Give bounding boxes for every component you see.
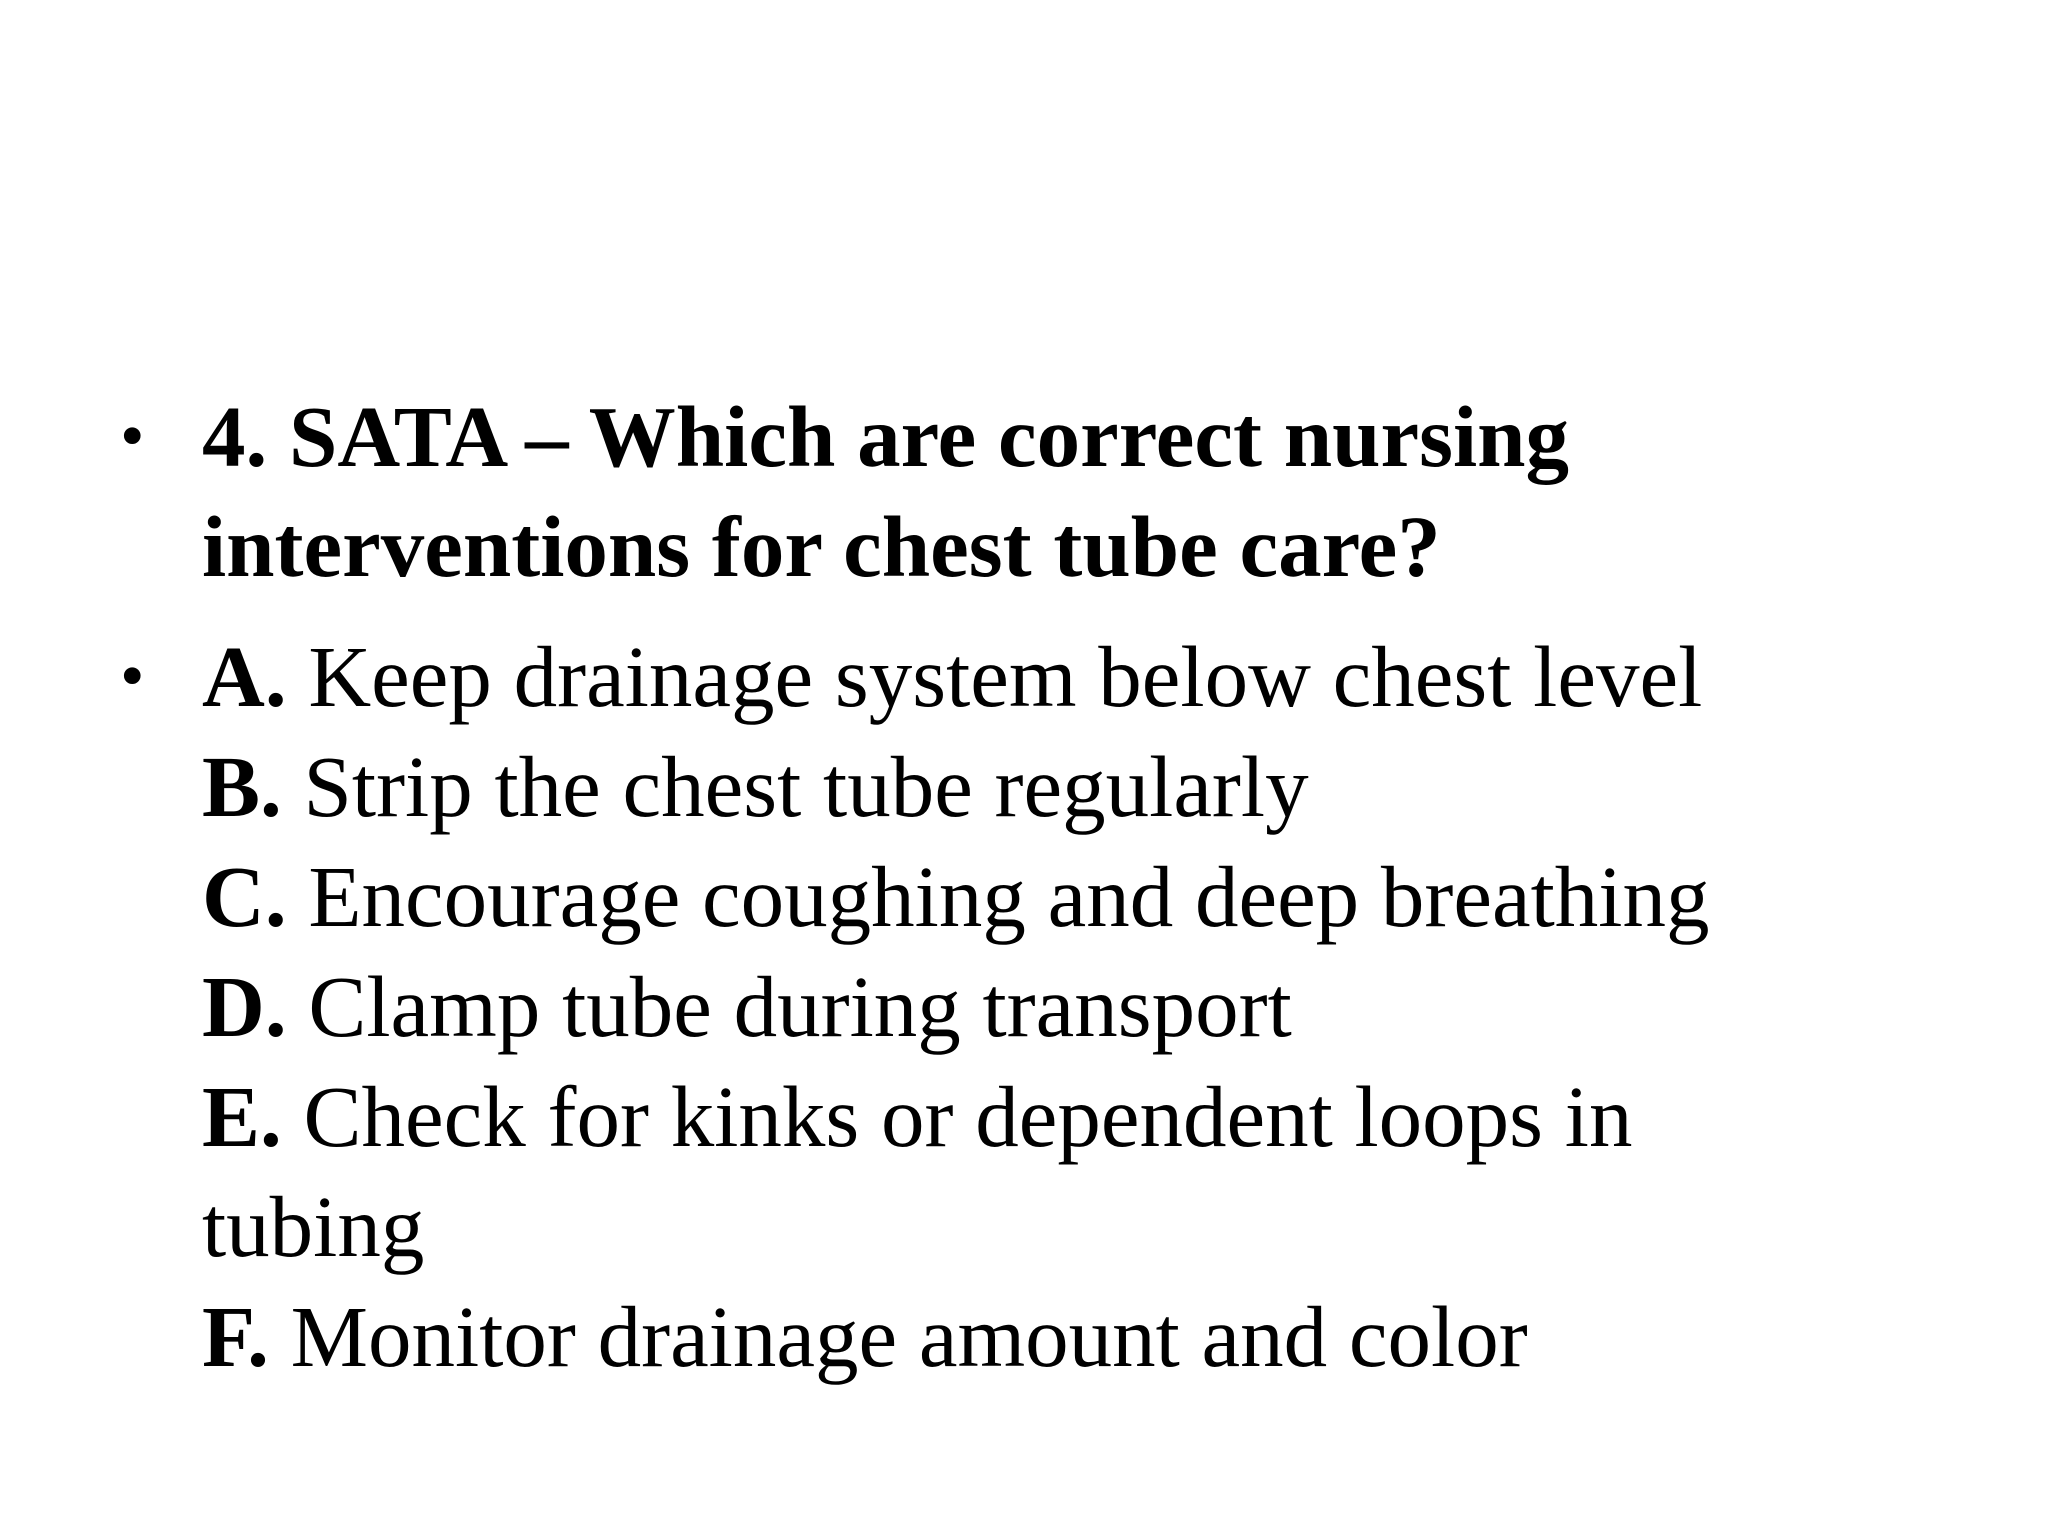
option-text: Check for kinks or dependent loops in tubing: [202, 1068, 1633, 1275]
question-bullet: [120, 382, 1940, 602]
option-f: [202, 1282, 1940, 1392]
option-b: [202, 732, 1940, 842]
option-letter: D.: [202, 958, 287, 1055]
option-c: [202, 842, 1940, 952]
option-letter: A.: [202, 628, 287, 725]
option-text: Keep drainage system below chest level: [286, 628, 1703, 725]
option-a: [202, 622, 1940, 732]
option-text: Monitor drainage amount and color: [268, 1288, 1528, 1385]
option-letter: C.: [202, 848, 287, 945]
slide-content: [120, 382, 1940, 1392]
option-text: Encourage coughing and deep breathing: [286, 848, 1710, 945]
option-letter: E.: [202, 1068, 282, 1165]
option-letter: F.: [202, 1288, 269, 1385]
option-text: Clamp tube during transport: [286, 958, 1292, 1055]
option-d: [202, 952, 1940, 1062]
option-text: Strip the chest tube regularly: [281, 738, 1309, 835]
question-text: 4. SATA – Which are correct nursing interventions for chest tube care?: [202, 388, 1570, 595]
bullet-icon: •: [120, 398, 145, 475]
bullet-icon: •: [120, 638, 145, 715]
options-bullet: [120, 622, 1940, 1392]
option-e: [202, 1062, 1702, 1282]
option-letter: B.: [202, 738, 282, 835]
